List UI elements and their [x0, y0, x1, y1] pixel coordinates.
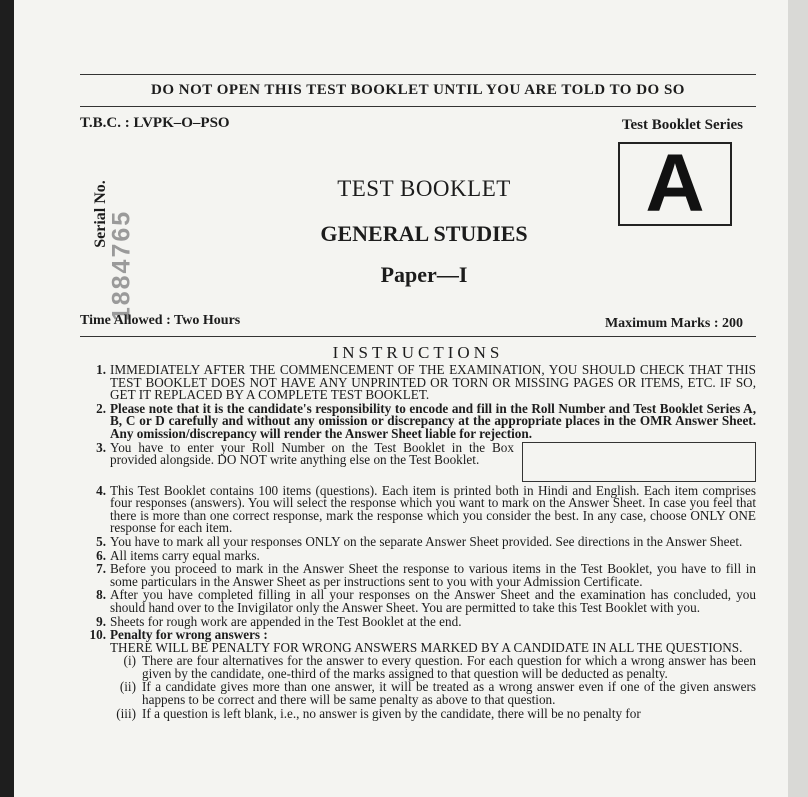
penalty-subitem: (iii) If a question is left blank, i.e., no answer is given by the candidate, there will be no penalty for: [116, 705, 641, 721]
scan-right-edge: [788, 0, 808, 797]
instruction-item: 2. Please note that it is the candidate's responsibility to encode and fill in the Roll Number and Test Booklet Series A, B, C or D carefully and without any omission or discrepancy at the appropriate places in the OMR Answer Sheet. Any omission/discrepancy will render the Answer Sheet liable for rejection.: [96, 400, 756, 441]
meta-rule: [80, 336, 756, 337]
instruction-item: 5. You have to mark all your responses ONLY on the separate Answer Sheet provided. See directions in the Answer Sheet.: [96, 533, 743, 549]
penalty-title: Penalty for wrong answers :: [110, 627, 268, 643]
serial-label: Serial No.: [92, 180, 109, 248]
warning-banner: DO NOT OPEN THIS TEST BOOKLET UNTIL YOU ARE TOLD TO DO SO: [151, 82, 685, 98]
serial-number: 1884765: [107, 209, 136, 322]
series-box: [618, 138, 732, 229]
series-label: Test Booklet Series: [621, 117, 743, 133]
top-rule: [80, 74, 756, 75]
roll-number-box[interactable]: [522, 442, 756, 482]
instruction-item: 10. Penalty for wrong answers : THERE WILL BE PENALTY FOR WRONG ANSWERS MARKED BY A CANDIDATE IN ALL THE QUESTIONS. (i) There are four alternatives for the answer to every question. For each question for which a wrong answer has been given by the candidate, one-third of the marks assigned to that question will be deducted as penalty. (ii) If a candidate gives more than one answer, it will be treated as a wrong answer even if one of the given answers happens to be correct and there will be same penalty as above to that question. (iii) If a question is left blank, i.e., no answer is given by the candidate, there will be no penalty for: [89, 627, 756, 721]
penalty-subitem: (i) There are four alternatives for the answer to every question. For each question for which a wrong answer has been given by the candidate, one-third of the marks assigned to that question will be deducted as penalty.: [123, 653, 756, 681]
series-letter: A: [645, 138, 705, 229]
time-allowed: Time Allowed : Two Hours: [80, 313, 241, 328]
instructions-list: [80, 364, 756, 721]
instruction-item: 6. All items carry equal marks.: [96, 547, 260, 563]
instruction-item: 9. Sheets for rough work are appended in the Test Booklet at the end.: [96, 613, 462, 629]
instruction-item: 1. IMMEDIATELY AFTER THE COMMENCEMENT OF THE EXAMINATION, YOU SHOULD CHECK THAT THIS TEST BOOKLET DOES NOT HAVE ANY UNPRINTED OR TORN OR MISSING PAGES OR ITEMS, ETC. IF SO, GET IT REPLACED BY A COMPLETE TEST BOOKLET.: [96, 362, 756, 403]
instruction-item: 7. Before you proceed to mark in the Answer Sheet the response to various items in the Test Booklet, you have to fill in some particulars in the Answer Sheet as per instructions sent to you with your Admission Certificate.: [96, 561, 756, 589]
subject-title: GENERAL STUDIES: [320, 221, 528, 246]
paper-title: Paper—I: [380, 262, 468, 287]
penalty-subitem: (ii) If a candidate gives more than one answer, it will be treated as a wrong answer even if one of the given answers happens to be correct and there will be same penalty as above to that question.: [119, 679, 756, 708]
penalty-lead: THERE WILL BE PENALTY FOR WRONG ANSWERS MARKED BY A CANDIDATE IN ALL THE QUESTIONS.: [110, 639, 743, 655]
instruction-item: 3. You have to enter your Roll Number on the Test Booklet in the Box provided alongside. DO NOT write anything else on the Test Booklet.: [80, 442, 756, 484]
tbc-code: T.B.C. : LVPK–O–PSO: [80, 115, 230, 131]
instruction-item: 4. This Test Booklet contains 100 items (questions). Each item is printed both in Hindi and English. Each item comprises four responses (answers). You will select the response which you want to mark on the Answer Sheet. In case you feel that there is more than one correct response, mark the response which you consider the best. In any case, choose ONLY ONE response for each item.: [96, 482, 756, 536]
test-booklet-page: [14, 0, 788, 797]
maximum-marks: Maximum Marks : 200: [604, 316, 743, 331]
serial-block: [86, 165, 136, 322]
warning-rule: [80, 106, 756, 107]
booklet-title: TEST BOOKLET: [337, 176, 511, 201]
instructions-heading: INSTRUCTIONS: [332, 343, 504, 362]
instruction-item: 8. After you have completed filling in all your responses on the Answer Sheet and the examination has concluded, you should hand over to the Invigilator only the Answer Sheet. You are permitted to take this Test Booklet with you.: [96, 587, 756, 615]
scan-left-edge: [0, 0, 14, 797]
